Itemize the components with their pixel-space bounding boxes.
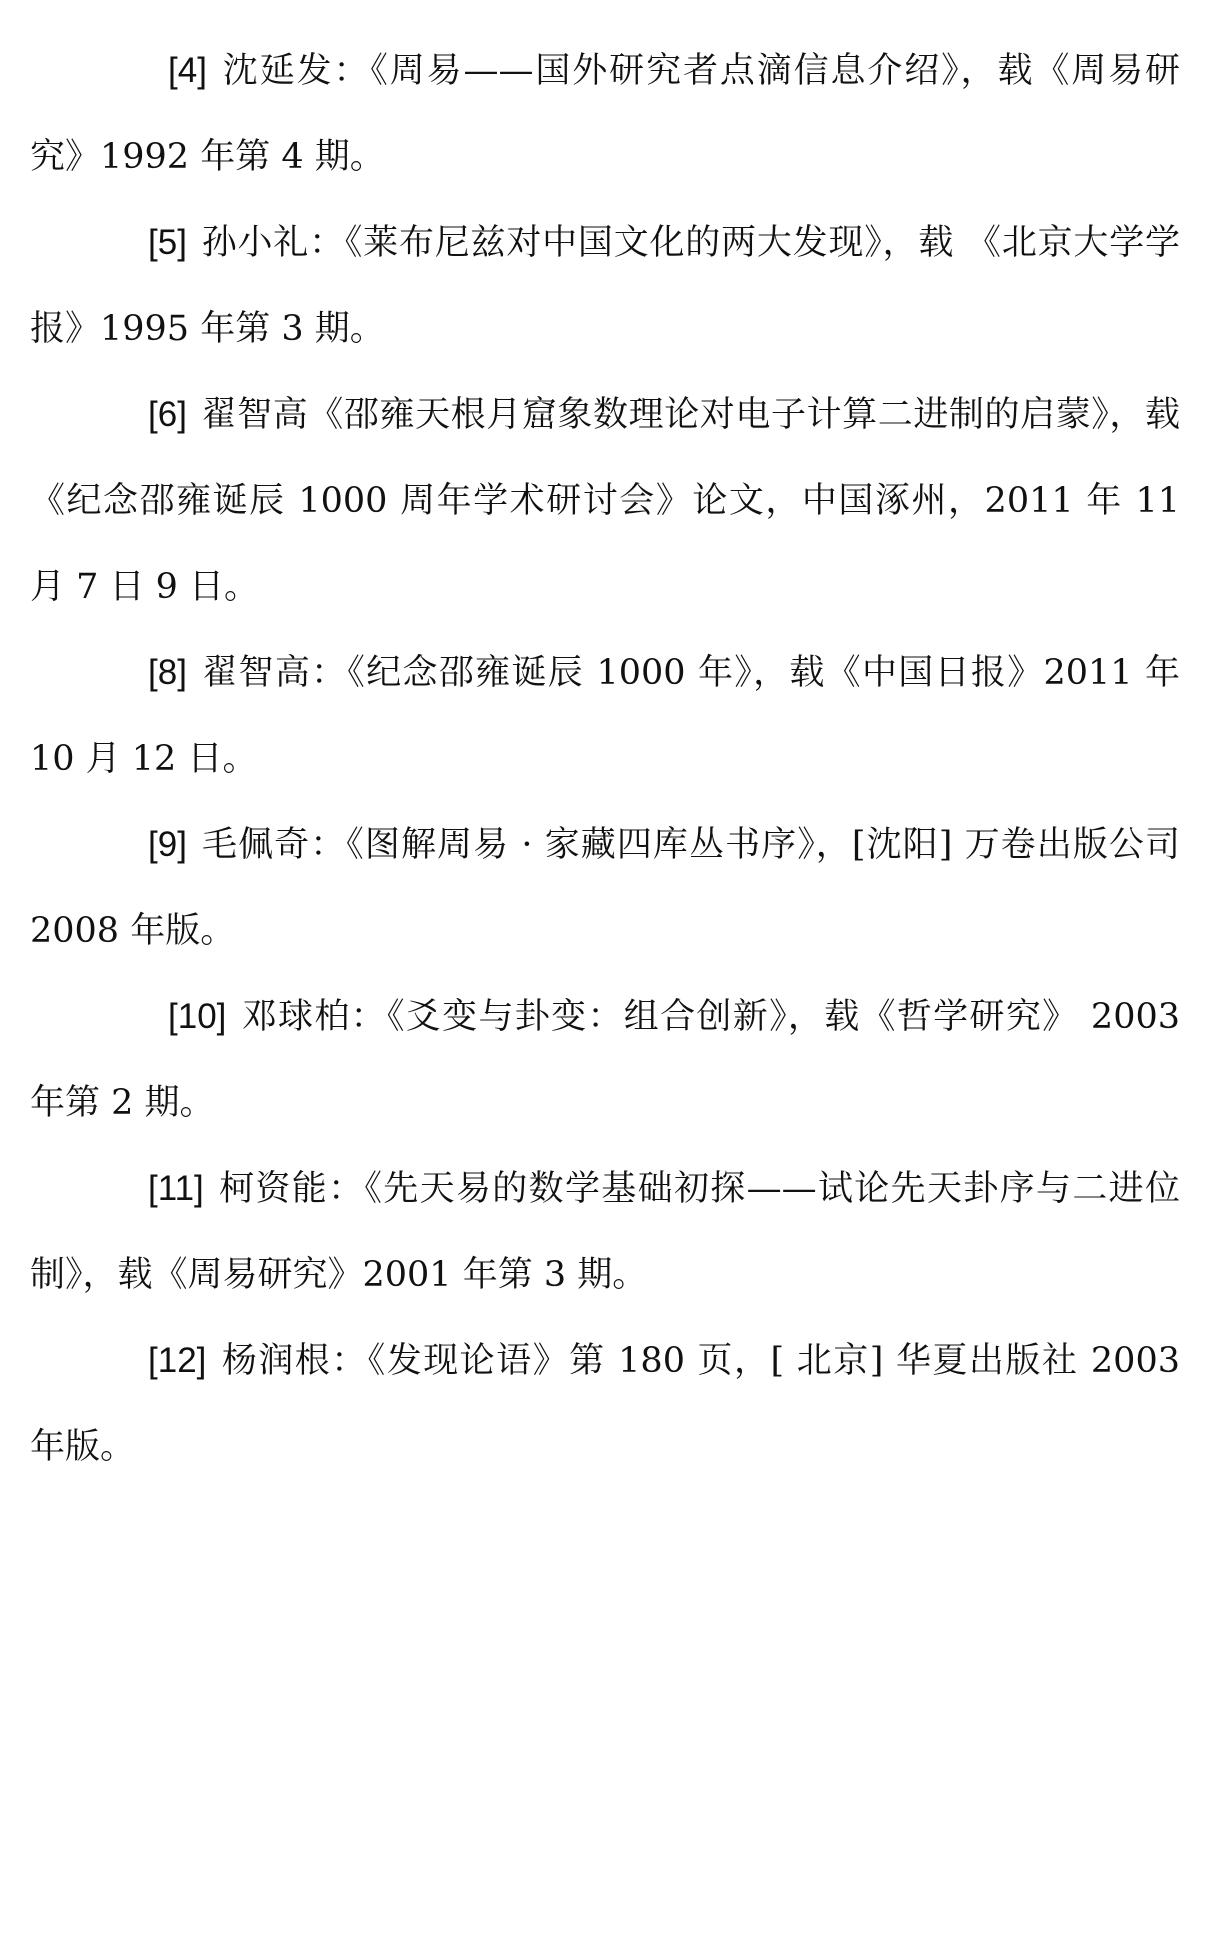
reference-text: 翟智高《邵雍天根月窟象数理论对电子计算二进制的启蒙》，载《纪念邵雍诞辰 1000 周年学术研讨会》论文，中国涿州，2011 年 11 月 7 日 9 日。 bbox=[30, 395, 1180, 607]
reference-number: [4] bbox=[168, 51, 207, 90]
reference-text: 杨润根：《发现论语》第 180 页，[ 北京] 华夏出版社 2003 年版。 bbox=[30, 1341, 1180, 1467]
reference-text: 沈延发：《周易——国外研究者点滴信息介绍》，载《周易研究》1992 年第 4 期。 bbox=[30, 51, 1180, 177]
reference-item bbox=[30, 200, 1180, 372]
reference-number: [11] bbox=[148, 1169, 204, 1208]
reference-item bbox=[30, 802, 1180, 974]
reference-item bbox=[30, 28, 1180, 200]
reference-text: 翟智高：《纪念邵雍诞辰 1000 年》，载《中国日报》2011 年 10 月 12 日。 bbox=[30, 653, 1180, 779]
reference-item bbox=[30, 1318, 1180, 1490]
reference-text: 柯资能：《先天易的数学基础初探——试论先天卦序与二进位制》，载《周易研究》2001 年第 3 期。 bbox=[30, 1169, 1180, 1295]
reference-text: 邓球柏：《爻变与卦变：组合创新》，载《哲学研究》 2003 年第 2 期。 bbox=[30, 997, 1180, 1123]
reference-number: [10] bbox=[168, 997, 227, 1036]
reference-item bbox=[30, 630, 1180, 802]
reference-text: 毛佩奇：《图解周易 · 家藏四库丛书序》，[沈阳] 万卷出版公司 2008 年版。 bbox=[30, 825, 1180, 951]
reference-item bbox=[30, 1146, 1180, 1318]
reference-number: [6] bbox=[148, 395, 187, 434]
reference-text: 孙小礼：《莱布尼兹对中国文化的两大发现》，载 《北京大学学报》1995 年第 3 期。 bbox=[30, 223, 1180, 349]
reference-number: [5] bbox=[148, 223, 187, 262]
reference-number: [8] bbox=[148, 653, 187, 692]
reference-item bbox=[30, 372, 1180, 630]
reference-item bbox=[30, 974, 1180, 1146]
reference-number: [12] bbox=[148, 1341, 207, 1380]
reference-number: [9] bbox=[148, 825, 187, 864]
reference-list bbox=[30, 28, 1180, 1490]
